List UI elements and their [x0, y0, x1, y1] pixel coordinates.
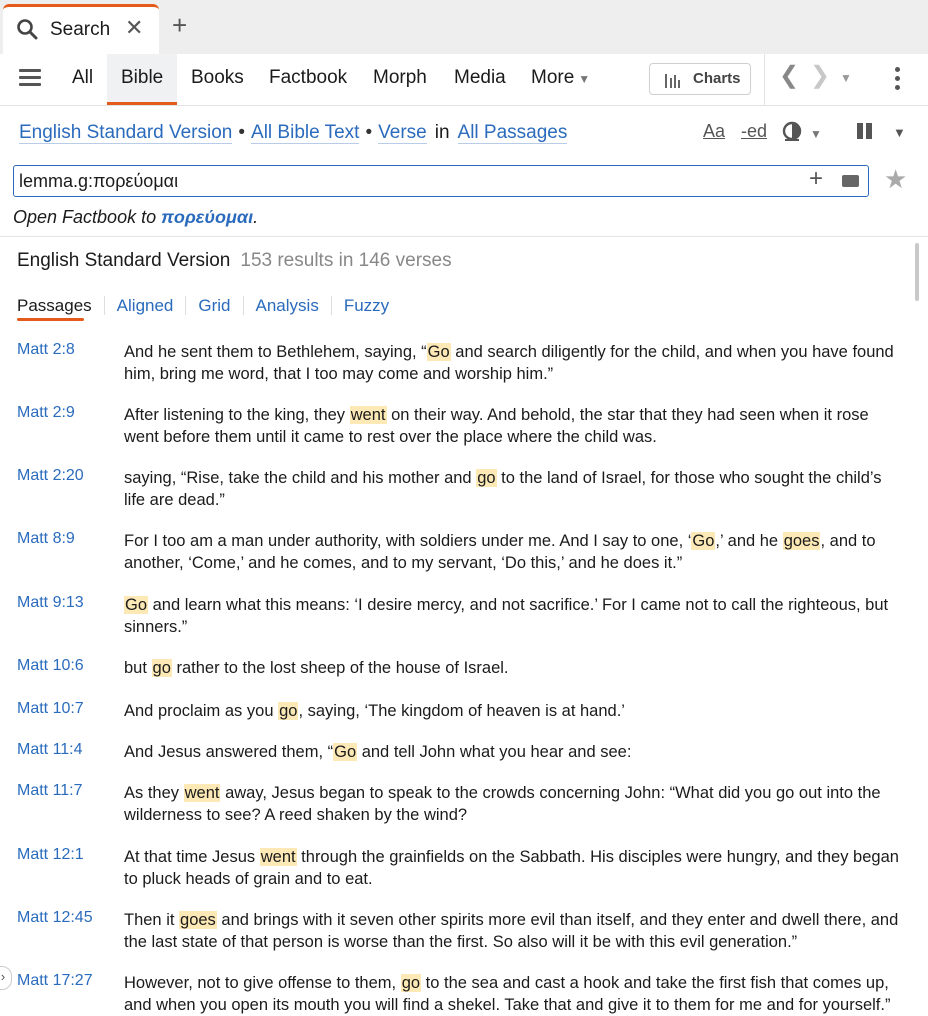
results-header — [17, 250, 452, 272]
verse-reference-link[interactable]: Matt 2:9 — [17, 404, 75, 421]
verse-reference-link[interactable]: Matt 12:45 — [17, 909, 93, 926]
factbook-term-link[interactable]: πορεύομαι — [161, 207, 254, 227]
more-options-icon[interactable] — [895, 67, 900, 94]
toolbar-divider — [764, 54, 765, 105]
divider — [0, 236, 928, 237]
search-icon — [16, 18, 38, 45]
tab-books[interactable]: Books — [191, 67, 244, 88]
scrollbar-thumb[interactable] — [915, 243, 919, 301]
version-selector[interactable]: English Standard Version — [19, 122, 233, 143]
text-selector[interactable]: All Bible Text — [251, 122, 360, 143]
tab-passages[interactable]: Passages — [17, 296, 92, 315]
close-icon[interactable]: ✕ — [125, 15, 144, 40]
verse-text: Then it goes and brings with it seven other spirits more evil than itself, and they enter and dwell there, and the last state of that person is worse than the first. So also will it be with this evil generation.” — [124, 911, 899, 951]
tab-more-label: More — [531, 67, 575, 88]
word-forms-icon[interactable]: -ed — [741, 121, 768, 141]
verse-reference-link[interactable]: Matt 2:8 — [17, 341, 75, 358]
new-tab-button[interactable]: + — [172, 10, 188, 40]
verse-reference-link[interactable]: Matt 9:13 — [17, 594, 84, 611]
verse-text: And proclaim as you go, saying, ‘The kingdom of heaven is at hand.’ — [124, 702, 625, 720]
tab-morph[interactable]: Morph — [373, 67, 427, 88]
back-arrow-icon[interactable]: ❮ — [779, 62, 800, 89]
hamburger-menu-icon[interactable] — [19, 69, 41, 87]
tab-more[interactable] — [531, 67, 590, 89]
search-box — [13, 165, 869, 197]
chevron-down-icon: ▼ — [578, 72, 591, 86]
panel-menu-chevron-icon[interactable]: ▼ — [893, 125, 906, 140]
search-tab-label: Search — [50, 19, 111, 40]
verse-reference-link[interactable]: Matt 10:6 — [17, 657, 84, 674]
tab-strip — [0, 0, 928, 54]
active-tab-underline — [17, 318, 84, 321]
scope-in-label: in — [434, 122, 450, 143]
visual-filter-icon[interactable] — [781, 120, 803, 147]
verse-reference-link[interactable]: Matt 2:20 — [17, 467, 84, 484]
verse-text: but go rather to the lost sheep of the house of Israel. — [124, 659, 509, 677]
verse-text: And Jesus answered them, “Go and tell John what you hear and see: — [124, 743, 632, 761]
search-input[interactable] — [19, 169, 799, 193]
results-count: 153 results in 146 verses — [240, 250, 452, 271]
charts-button[interactable] — [649, 63, 751, 95]
factbook-suffix: . — [253, 207, 259, 227]
factbook-prefix: Open Factbook to — [13, 207, 162, 227]
tab-fuzzy[interactable]: Fuzzy — [331, 296, 401, 315]
font-size-icon[interactable]: Aa — [703, 121, 726, 141]
tab-all[interactable]: All — [72, 67, 94, 88]
tab-media[interactable]: Media — [454, 67, 506, 88]
tab-factbook[interactable]: Factbook — [269, 67, 348, 88]
factbook-suggestion[interactable] — [13, 207, 258, 228]
verse-text: As they went away, Jesus began to speak to the crowds concerning John: “What did you go out into the wilderness to see? A reed shaken by the wind? — [124, 784, 881, 824]
tab-aligned[interactable]: Aligned — [104, 296, 186, 315]
verse-text: After listening to the king, they went on their way. And behold, the star that they had seen when it rose went before them until it came to rest over the place where the child was. — [124, 406, 869, 446]
search-tab[interactable] — [3, 4, 159, 54]
add-term-icon[interactable]: + — [809, 165, 824, 192]
history-dropdown-icon[interactable]: ▼ — [840, 71, 852, 85]
verse-text: For I too am a man under authority, with soldiers under me. And I say to one, ‘Go,’ and he goes, and to another, ‘Come,’ and he comes, and to my servant, ‘Do this,’ and he does it.” — [124, 532, 876, 572]
scope-separator: • — [238, 122, 246, 143]
verse-reference-link[interactable]: Matt 10:7 — [17, 700, 84, 717]
results-version: English Standard Version — [17, 250, 231, 271]
star-icon[interactable]: ★ — [884, 164, 908, 194]
verse-text: saying, “Rise, take the child and his mother and go to the land of Israel, for those who sought the child’s life are dead.” — [124, 469, 882, 509]
columns-icon[interactable] — [856, 122, 874, 145]
tab-bible[interactable]: Bible — [121, 67, 164, 88]
verse-reference-link[interactable]: Matt 8:9 — [17, 530, 75, 547]
tab-grid[interactable]: Grid — [185, 296, 242, 315]
verse-text: At that time Jesus went through the grainfields on the Sabbath. His disciples were hungry, and they began to pluck heads of grain and to eat. — [124, 848, 899, 888]
tab-analysis[interactable]: Analysis — [243, 296, 331, 315]
unit-selector[interactable]: Verse — [378, 122, 427, 143]
bar-chart-icon — [664, 72, 682, 93]
range-selector[interactable]: All Passages — [457, 122, 568, 143]
keyboard-icon[interactable] — [842, 175, 859, 187]
search-toolbar — [0, 54, 928, 106]
view-tabs — [17, 296, 401, 316]
verse-text: Go and learn what this means: ‘I desire mercy, and not sacrifice.’ For I came not to call the righteous, but sinners.” — [124, 596, 889, 636]
forward-arrow-icon[interactable]: ❯ — [810, 62, 831, 89]
verse-text: However, not to give offense to them, go to the sea and cast a hook and take the first fish that comes up, and when you open its mouth you will find a shekel. Take that and give it to them for me and for yourself.” — [124, 974, 891, 1014]
scope-separator: • — [365, 122, 373, 143]
expand-sidebar-chevron-icon[interactable]: › — [0, 966, 12, 990]
verse-reference-link[interactable]: Matt 11:7 — [17, 782, 83, 799]
verse-reference-link[interactable]: Matt 12:1 — [17, 846, 84, 863]
verse-text: And he sent them to Bethlehem, saying, “Go and search diligently for the child, and when you have found him, bring me word, that I too may come and worship him.” — [124, 343, 894, 383]
charts-button-label: Charts — [693, 70, 741, 87]
chevron-down-icon[interactable]: ▼ — [810, 127, 822, 141]
verse-reference-link[interactable]: Matt 11:4 — [17, 741, 83, 758]
search-scope — [19, 122, 567, 144]
verse-reference-link[interactable]: Matt 17:27 — [17, 972, 93, 989]
